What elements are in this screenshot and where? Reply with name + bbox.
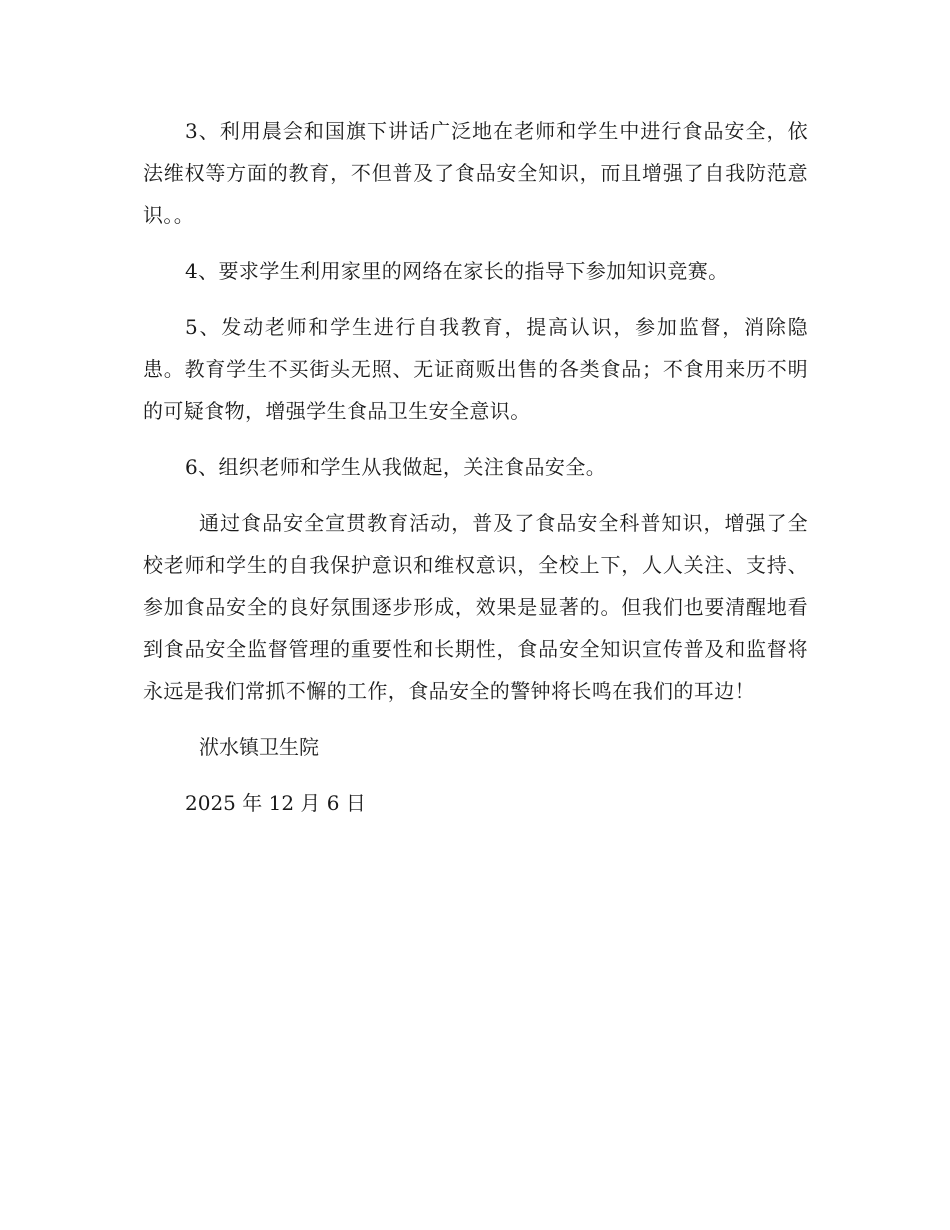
document-body [143, 110, 808, 824]
summary-paragraph: 通过食品安全宣贯教育活动，普及了食品安全科普知识，增强了全校老师和学生的自我保护意识和维权意识，全校上下，人人关注、支持、参加食品安全的良好氛围逐步形成，效果是显著的。但我们也要清醒地看到食品安全监督管理的重要性和长期性，食品安全知识宣传普及和监督将永远是我们常抓不懈的工作，食品安全的警钟将长鸣在我们的耳边！ [143, 511, 808, 703]
paragraph-item-5: 5、发动老师和学生进行自我教育，提高认识，参加监督，消除隐患。教育学生不买街头无照、无证商贩出售的各类食品；不食用来历不明的可疑食物，增强学生食品卫生安全意识。 [143, 315, 808, 423]
paragraph-item-6: 6、组织老师和学生从我做起，关注食品安全。 [185, 455, 607, 479]
document-date: 2025 年 12 月 6 日 [185, 791, 366, 815]
signature: 洑水镇卫生院 [199, 735, 319, 759]
paragraph-item-3: 3、利用晨会和国旗下讲话广泛地在老师和学生中进行食品安全，依法维权等方面的教育，不但普及了食品安全知识，而且增强了自我防范意识。。 [143, 119, 808, 227]
paragraph-item-4: 4、要求学生利用家里的网络在家长的指导下参加知识竞赛。 [185, 259, 729, 283]
